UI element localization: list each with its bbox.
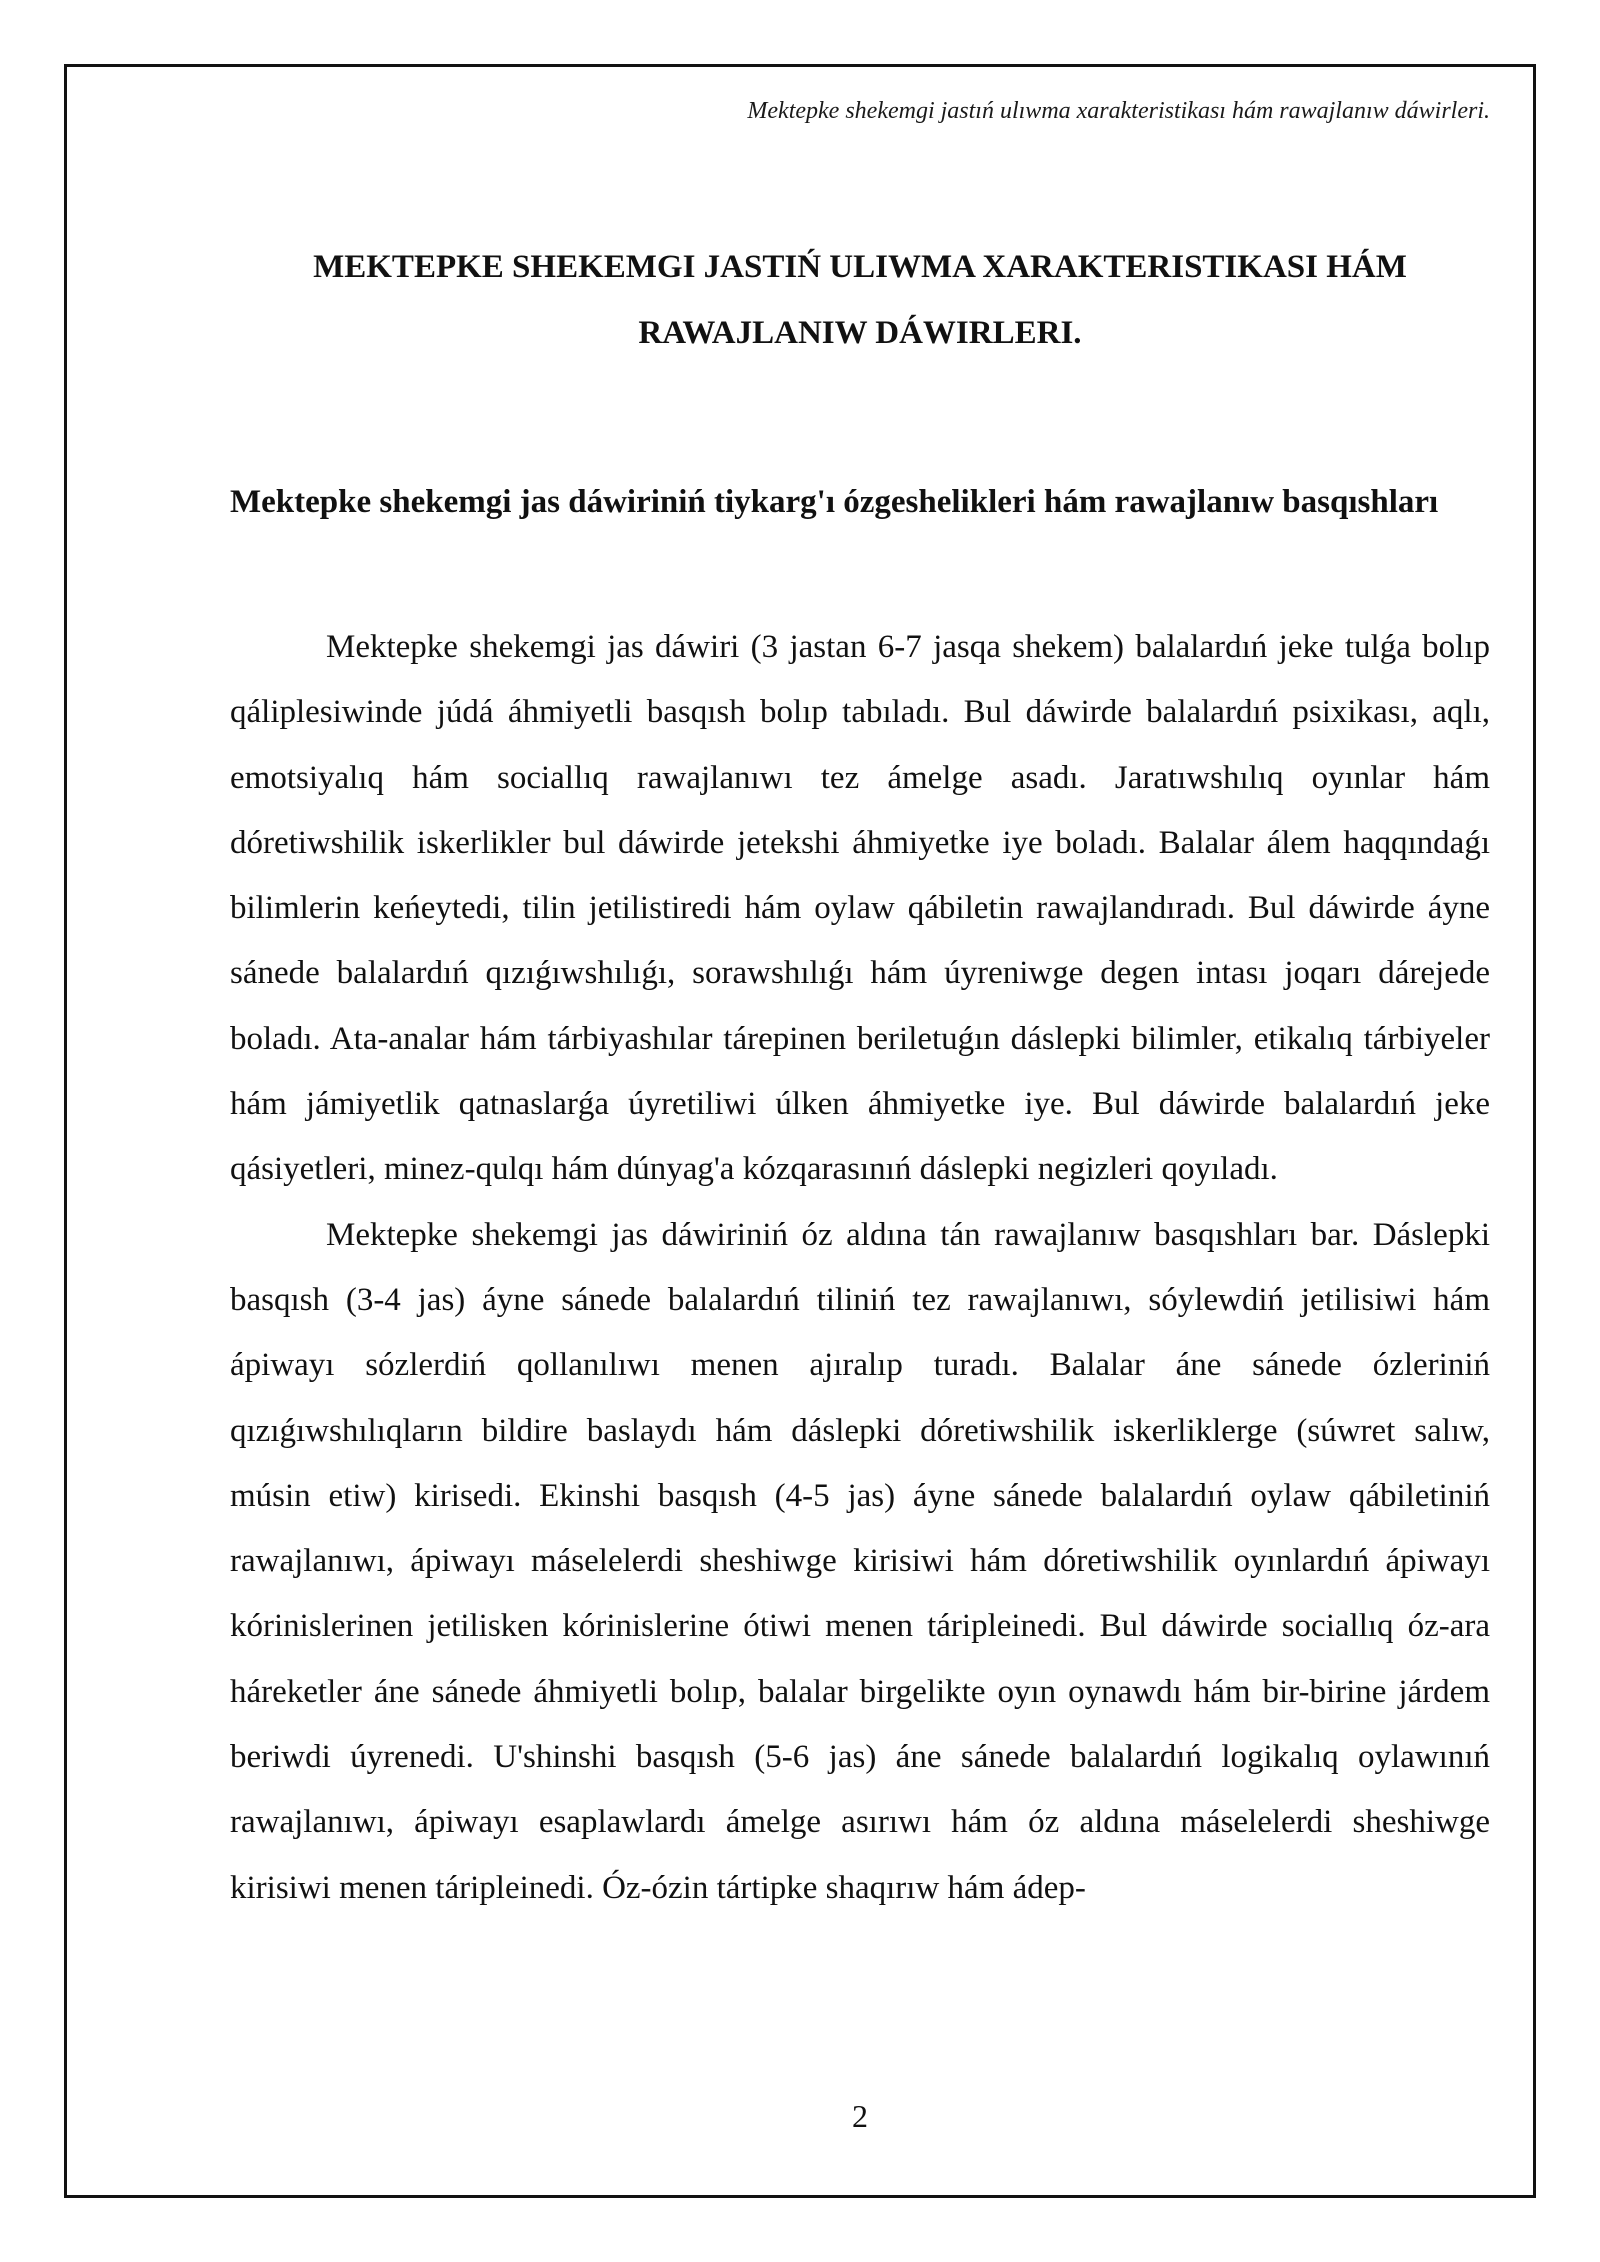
- section-heading: Mektepke shekemgi jas dáwiriniń tiykarg'ı ózgeshelikleri hám rawajlanıw basqıshları: [230, 484, 1439, 520]
- body-paragraph: Mektepke shekemgi jas dáwiri (3 jastan 6-7 jasqa shekem) balalardıń jeke tulǵa bolıp qáliplesiwinde júdá áhmiyetli basqısh bolıp tabıladı. Bul dáwirde balalardıń psixikası, aqlı, emotsiyalıq hám sociallıq rawajlanıwı tez ámelge asadı. Jaratıwshılıq oyınlar hám dóretiwshilik iskerlikler bul dáwirde jetekshi áhmiyetke iye boladı. Balalar álem haqqındaǵı bilimlerin keńeytedi, tilin jetilistiredi hám oylaw qábiletin rawajlandıradı. Bul dáwirde áyne sánede balalardıń qızıǵıwshılıǵı, sorawshılıǵı hám úyreniwge degen intası joqarı dárejede boladı. Ata-analar hám tárbiyashılar tárepinen beriletuǵın dáslepki bilimler, etikalıq tárbiyeler hám jámiyetlik qatnaslarǵa úyretiliwi úlken áhmiyetke iye. Bul dáwirde balalardıń jeke qásiyetleri, minez-qulqı hám dúnyag'a kózqarasınıń dáslepki negizleri qoyıladı.: [230, 629, 1490, 1188]
- page-number-container: [0, 2096, 1600, 2136]
- body-text: [230, 615, 1490, 1921]
- document-title: MEKTEPKE SHEKEMGI JASTIŃ ULIWMA XARAKTERISTIKASI HÁM RAWAJLANIW DÁWIRLERI.: [313, 249, 1407, 351]
- page-number: 2: [852, 2098, 868, 2134]
- running-header: Mektepke shekemgi jastıń ulıwma xarakteristikası hám rawajlanıw dáwirleri.: [747, 98, 1490, 124]
- body-paragraph: Mektepke shekemgi jas dáwiriniń óz aldına tán rawajlanıw basqıshları bar. Dáslepki basqısh (3-4 jas) áyne sánede balalardıń tiliniń tez rawajlanıwı, sóylewdiń jetilisiwi hám ápiwayı sózlerdiń qollanılıwı menen ajıralıp turadı. Balalar áne sánede ózleriniń qızıǵıwshılıqların bildire baslaydı hám dáslepki dóretiwshilik iskerliklerge (súwret salıw, músin etiw) kirisedi. Ekinshi basqısh (4-5 jas) áyne sánede balalardıń oylaw qábiletiniń rawajlanıwı, ápiwayı máselelerdi sheshiwge kirisiwi hám dóretiwshilik oyınlardıń ápiwayı kórinislerinen jetilisken kórinislerine ótiwi menen táripleinedi. Bul dáwirde sociallıq óz-ara háreketler áne sánede áhmiyetli bolıp, balalar birgelikte oyın oynawdı hám bir-birine járdem beriwdi úyrenedi. U'shinshi basqısh (5-6 jas) áne sánede balalardıń logikalıq oylawınıń rawajlanıwı, ápiwayı esaplawlardı ámelge asırıwı hám óz aldına máselelerdi sheshiwge kirisiwi menen táripleinedi. Óz-ózin tártipke shaqırıw hám ádep-: [230, 1216, 1490, 1906]
